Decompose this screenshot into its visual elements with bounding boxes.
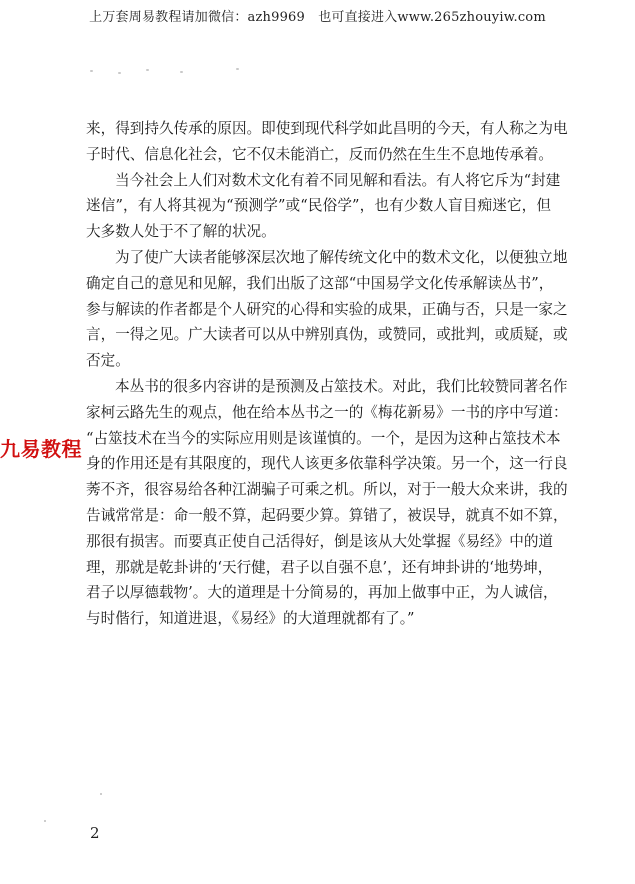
text-line: 子时代、信息化社会，它不仅未能消亡，反而仍然在生生不息地传承着。 (86, 145, 554, 163)
page-header-banner: 上万套周易教程请加微信：azh9969 也可直接进入www.265zhouyiw.com (89, 10, 546, 25)
body-text (86, 116, 568, 632)
text-line: 大多数人处于不了解的状况。 (86, 223, 276, 241)
text-line: 迷信”，有人将其视为“预测学”或“民俗学”，也有少数人盲目痴迷它，但 (86, 197, 551, 215)
paragraph-1 (86, 116, 568, 168)
text-line: 否定。 (86, 352, 130, 370)
scan-specks (88, 66, 248, 80)
page-number: 2 (90, 824, 100, 842)
text-line: 参与解读的作者都是个人研究的心得和实验的成果，正确与否，只是一家之 (86, 300, 568, 318)
text-line: 来，得到持久传承的原因。即使到现代科学如此昌明的今天，有人称之为电 (86, 120, 568, 137)
text-line: 家柯云路先生的观点，他在给本丛书之一的《梅花新易》一书的序中写道： (86, 403, 568, 421)
text-line: 言，一得之见。广大读者可以从中辨别真伪，或赞同，或批判，或质疑，或 (86, 326, 568, 344)
paragraph-3 (86, 245, 568, 374)
text-line: 与时偕行，知道进退，《易经》的大道理就都有了。” (86, 610, 415, 628)
watermark-logo-text: 九易教程 (0, 437, 82, 461)
text-line: 身的作用还是有其限度的，现代人该更多依靠科学决策。另一个，这一行良 (86, 455, 568, 473)
text-line: 告诫常常是：命一般不算，起码要少算。算错了，被误导，就真不如不算， (86, 506, 568, 524)
text-line: 莠不齐，很容易给各种江湖骗子可乘之机。所以，对于一般大众来讲，我的 (86, 481, 568, 499)
text-line: “占筮技术在当今的实际应用则是该谨慎的。一个，是因为这种占筮技术本 (86, 429, 561, 447)
text-line: 本丛书的很多内容讲的是预测及占筮技术。对此，我们比较赞同著名作 (115, 377, 568, 395)
paragraph-2 (86, 168, 561, 245)
text-line: 确定自己的意见和见解，我们出版了这部“中国易学文化传承解读丛书”， (86, 274, 554, 292)
text-line: 那很有损害。而要真正使自己活得好，倒是该从大处掌握《易经》中的道 (86, 532, 554, 550)
text-line: 为了使广大读者能够深层次地了解传统文化中的数术文化，以便独立地 (115, 248, 568, 266)
text-line: 君子以厚德载物’。大的道理是十分简易的，再加上做事中正，为人诚信， (86, 584, 558, 602)
scan-speck (100, 793, 102, 795)
text-line: 当今社会上人们对数术文化有着不同见解和看法。有人将它斥为“封建 (115, 171, 561, 189)
scan-speck (44, 820, 46, 822)
paragraph-4 (86, 374, 568, 632)
text-line: 理，那就是乾卦讲的‘天行健，君子以自强不息’，还有坤卦讲的‘地势坤， (86, 558, 553, 576)
